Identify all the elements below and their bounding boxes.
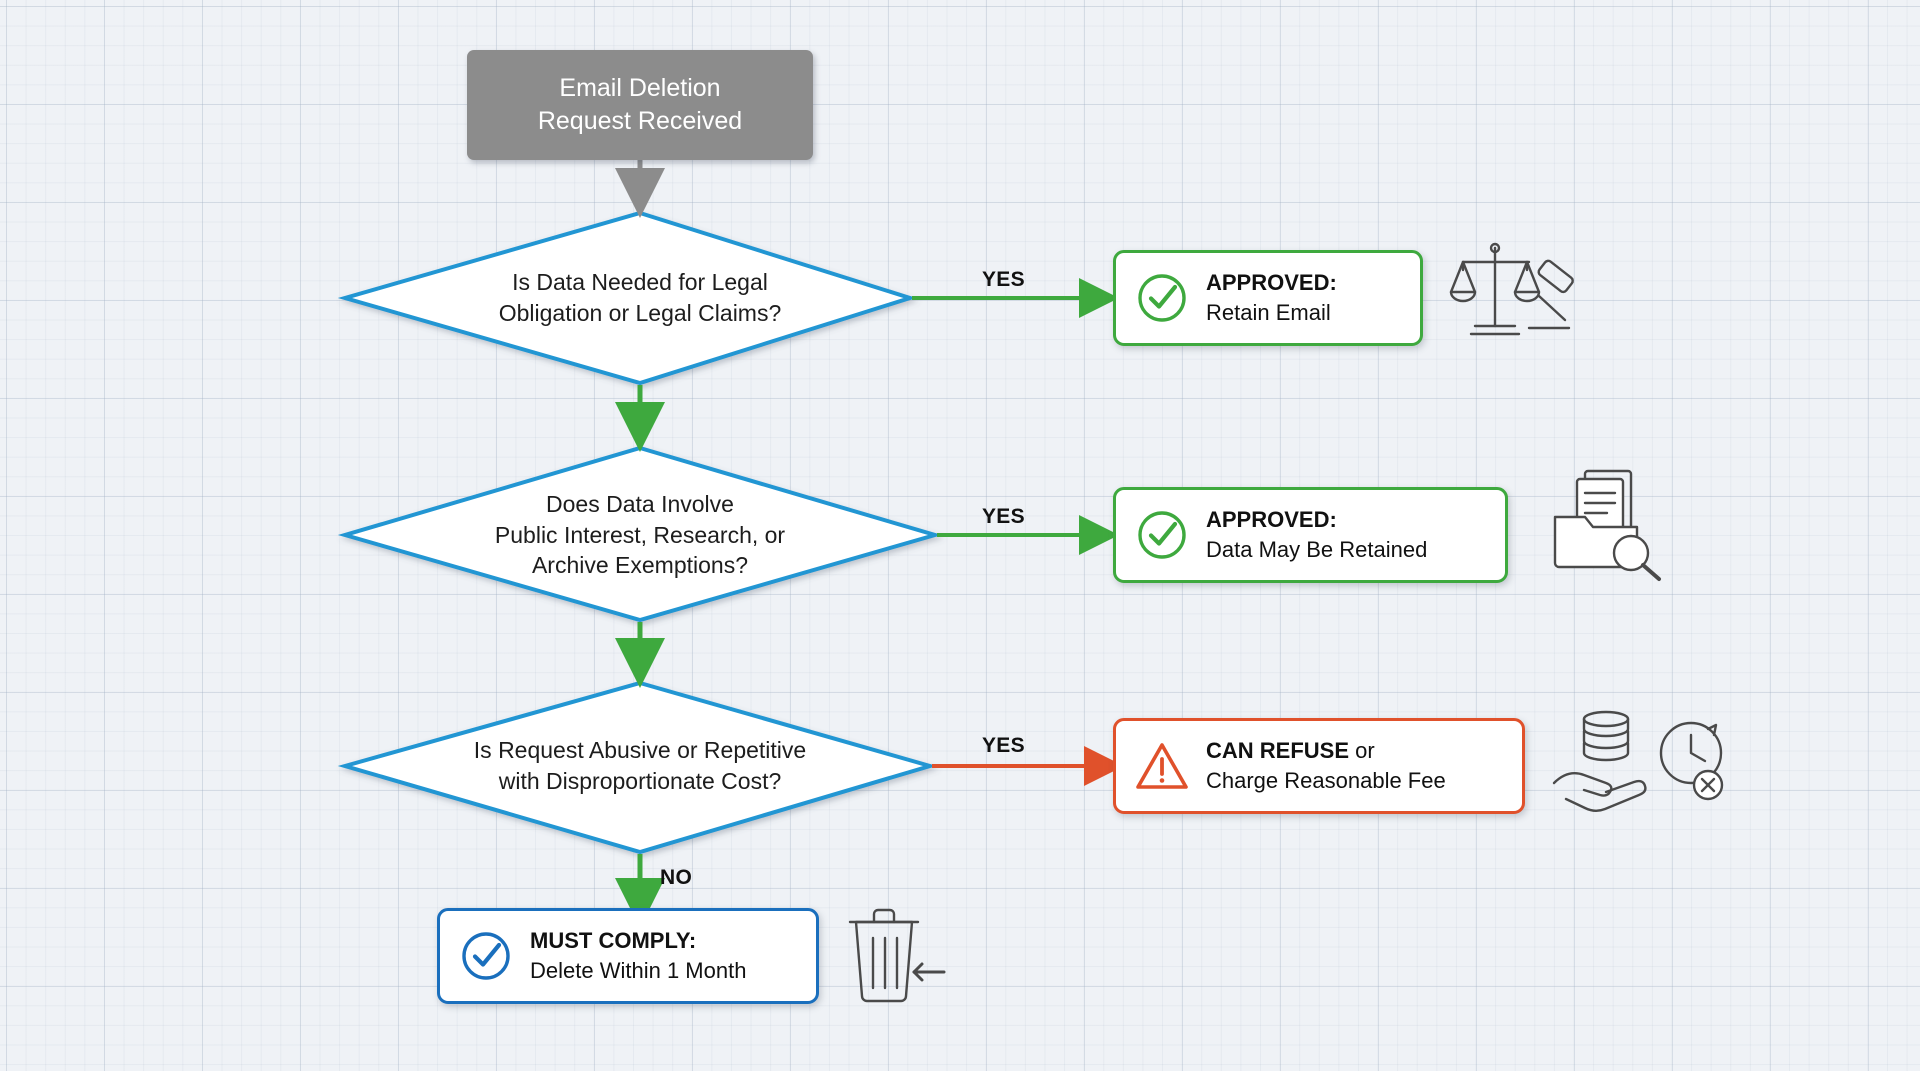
- decision2-line2: Public Interest, Research, or: [494, 521, 786, 548]
- coins-hand-clock-icon: [1548, 705, 1738, 820]
- outcome-can-refuse-detail: Charge Reasonable Fee: [1206, 768, 1446, 793]
- outcome-retain-email-detail: Retain Email: [1206, 300, 1331, 325]
- outcome-can-refuse-text: [1206, 736, 1446, 795]
- edge-label-no: NO: [660, 866, 693, 889]
- outcome-can-refuse-lead-suffix: or: [1349, 738, 1375, 764]
- decision-diamond-public-interest[interactable]: [345, 448, 935, 620]
- outcome-can-refuse-lead: CAN REFUSE: [1206, 738, 1350, 764]
- edge-label-yes-2: YES: [982, 505, 1025, 528]
- decision2-line1: Does Data Involve: [546, 491, 734, 518]
- decision-diamond-abusive-request[interactable]: [345, 683, 930, 852]
- edge-label-yes-1: YES: [982, 268, 1025, 291]
- decision3-line1: Is Request Abusive or Repetitive: [473, 737, 807, 764]
- outcome-must-comply-lead: MUST COMPLY:: [530, 928, 697, 954]
- start-node-line1: Email Deletion: [559, 74, 721, 102]
- decision1-line2: Obligation or Legal Claims?: [498, 300, 782, 326]
- trash-bin-icon: [840, 900, 950, 1015]
- outcome-must-comply-text: [530, 926, 746, 985]
- decision1-line1: Is Data Needed for Legal: [512, 269, 768, 296]
- outcome-data-retained-detail: Data May Be Retained: [1206, 537, 1428, 562]
- outcome-must-comply-detail: Delete Within 1 Month: [530, 958, 747, 983]
- start-node-label: [538, 72, 742, 138]
- check-circle-green-icon: [1134, 270, 1190, 326]
- outcome-retain-email-lead: APPROVED:: [1206, 270, 1337, 296]
- decision3-line2: with Disproportionate Cost?: [498, 768, 782, 794]
- outcome-data-retained-lead: APPROVED:: [1206, 507, 1337, 533]
- outcome-must-comply[interactable]: [437, 908, 819, 1004]
- outcome-data-may-be-retained[interactable]: [1113, 487, 1508, 583]
- warning-triangle-red-icon: [1134, 738, 1190, 794]
- decision2-line3: Archive Exemptions?: [531, 552, 749, 579]
- start-node[interactable]: [467, 50, 813, 160]
- check-circle-green-icon: [1134, 507, 1190, 563]
- scales-gavel-icon: [1443, 240, 1593, 365]
- edge-label-yes-3: YES: [982, 734, 1025, 757]
- documents-magnifier-icon: [1545, 465, 1675, 590]
- outcome-data-retained-text: [1206, 505, 1427, 564]
- start-node-line2: Request Received: [537, 107, 743, 135]
- outcome-can-refuse[interactable]: [1113, 718, 1525, 814]
- outcome-retain-email-text: [1206, 268, 1337, 327]
- decision-diamond-legal-obligation[interactable]: [345, 213, 910, 383]
- outcome-retain-email[interactable]: [1113, 250, 1423, 346]
- check-circle-blue-icon: [458, 928, 514, 984]
